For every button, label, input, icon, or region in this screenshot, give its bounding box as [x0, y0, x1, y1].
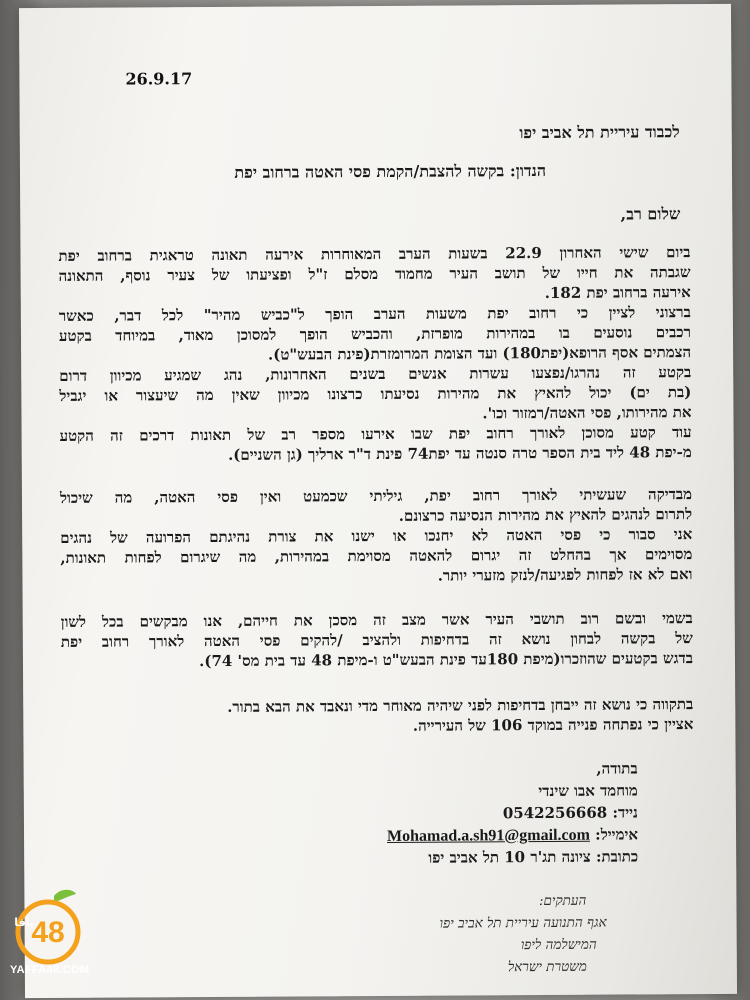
letter-date: 26.9.17 — [125, 69, 193, 89]
letter-closing: בתודה, — [596, 759, 638, 778]
paragraph-2-line: מסוימים אך בהחלט זה יגרום להאטה מסוימת במהירות, מה שיגרום לפחות תאונות, — [60, 545, 693, 567]
email-label: אימייל: — [595, 825, 639, 844]
paragraph-1-line: עוד קטע מסוכן לאורך רחוב יפת שבו אירעו מספר רב של תאונות דרכים זה הקטע — [59, 423, 692, 445]
paragraph-3-line: של בקשה לבחון נושא זה בדחיפות ולהציב /להקים פסי האטה לאורך רחוב יפת — [60, 629, 693, 651]
paragraph-2-line: ואם לא אז לפחות לפגיעה/לנזק מזערי יותר. — [437, 565, 693, 585]
paragraph-1-line: ביום שישי האחרון 22.9 בשעות הערב המאוחרות אירעה תאונה טראגית ברחוב יפת — [58, 243, 691, 265]
address-value: ציונה תג'ר 10 תל אביב יפו — [428, 847, 591, 867]
paragraph-4-line: אציין כי נפתחה פנייה במוקד 106 של העירייה. — [412, 715, 694, 735]
paragraph-1-line: רכבים נוסעים בו במהירות מופרזת, והכביש הופך למסוכן מאוד, במיוחד בקטע — [58, 323, 692, 345]
leaf-icon — [54, 890, 76, 902]
cc-item: משטרת ישראל — [507, 958, 587, 976]
mobile-label: נייד: — [612, 803, 638, 822]
paragraph-1-line: שגבתה את חייו של תושב העיר מחמוד מסלם ז"ל ופציעתו של צעיר נוסף, התאונה — [58, 263, 691, 285]
sender-email-row — [387, 824, 638, 847]
letter-addressee: לכבוד עיריית תל אביב יפו — [519, 122, 680, 143]
yaffa48-logo — [2, 886, 92, 996]
sender-address-row — [428, 846, 638, 867]
paragraph-2-line: לתרום לנהגים להאיץ את מהירות הנסיעה כרצונם. — [398, 505, 693, 525]
paragraph-2-line: אני סבור כי פסי האטה לא יחנכו או ישנו את צורת נהיגתם הפרועה של נהגים — [60, 525, 693, 547]
letter-subject: הנדון: בקשה להצבת/הקמת פסי האטה ברחוב יפת — [234, 160, 547, 182]
sender-name: מוחמד אבו שינדי — [538, 781, 638, 801]
paragraph-3-line: בדגש בקטעים שהוזכרו(מיפת 180עד פינת הבעש"ט ו-מיפת 48 עד בית מס' 74). — [199, 649, 694, 671]
paragraph-1-line: את מהירותו, פסי האטה/רמזור וכו'. — [482, 403, 692, 423]
paragraph-1-line: ברצוני לציין כי רחוב יפת משעות הערב הופך ל"כביש מהיר" לכל דבר, כאשר — [58, 303, 691, 325]
letter-page — [19, 4, 737, 998]
yaffa48-logo-mark — [2, 886, 92, 966]
paragraph-1-line: (בת ים) יכול להאיץ את מהירות נסיעתו כרצונו מכיוון שאין מה שיעצור או יגביל — [59, 383, 692, 405]
letter-greeting: שלום רב, — [620, 204, 681, 224]
paragraph-4-line: בתקווה כי נושא זה ייבחן בדחיפות לפני שיהיה מאוחר מדי ונאבד את הבא בתור. — [227, 695, 694, 716]
address-label: כתובת: — [595, 847, 639, 866]
logo-arabic: يافا — [14, 916, 34, 929]
sender-mobile-row — [503, 802, 638, 823]
logo-number: 48 — [31, 916, 65, 949]
cc-item: המישלמה ליפו — [520, 936, 597, 954]
paragraph-1-line: מ-יפת 48 ליד בית הספר טרה סנטה עד יפת74 פינת ד"ר ארליך (גן השניים). — [227, 443, 692, 464]
paragraph-1-line: הצמתים אסף הרופא(יפת180) ועד הצומת המרומזרת(פינת הבעש"ט). — [267, 343, 692, 364]
paragraph-2-line: מבדיקה שעשיתי לאורך רחוב יפת, גיליתי שכמעט ואין פסי האטה, מה שיכול — [59, 485, 693, 507]
email-link[interactable]: Mohamad.a.sh91@gmail.com — [386, 826, 590, 845]
cc-title: העתקים: — [538, 892, 587, 910]
paragraph-1-line: בקטע זה נהרגו/נפצעו עשרות אנשים בשנים האחרונות, נהג שמגיע מכיוון דרום — [59, 363, 692, 385]
mobile-number: 0542256668 — [502, 803, 608, 823]
paragraph-1-line: אירעה ברחוב יפת 182. — [544, 283, 691, 302]
logo-site-name: YAFFA48.COM — [10, 964, 90, 976]
cc-item: אגף התנועה עיריית תל אביב יפו — [439, 914, 607, 932]
paragraph-3-line: בשמי ובשם רוב תושבי העיר אשר מצב זה מסכן את חייהם, אנו מבקשים בכל לשון — [60, 609, 693, 631]
